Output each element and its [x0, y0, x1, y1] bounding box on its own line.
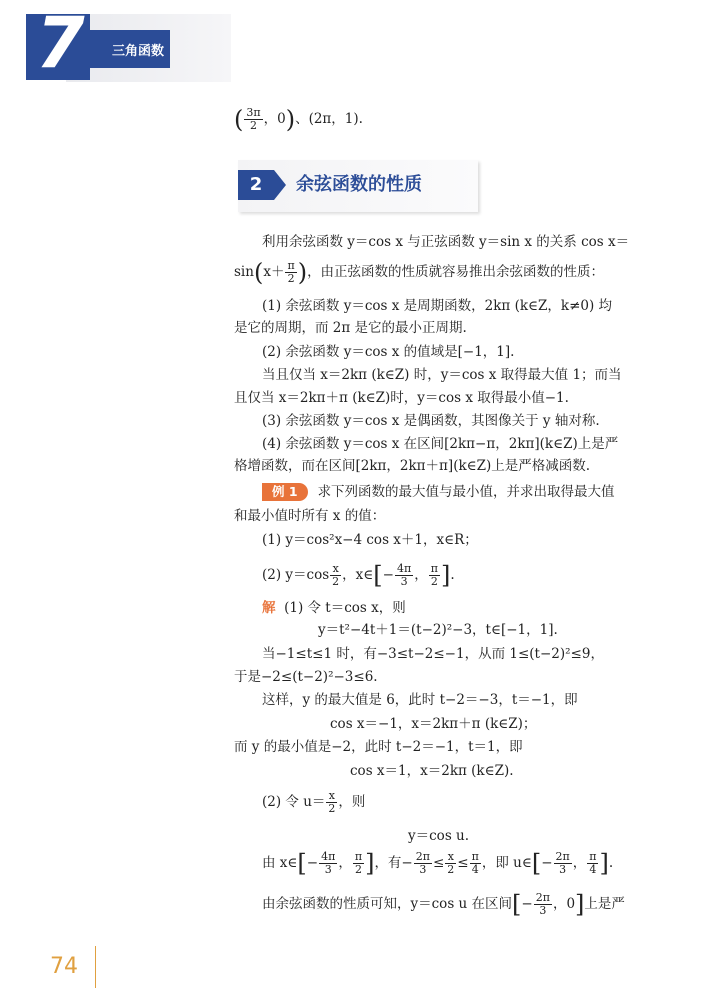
solution-label: 解: [262, 600, 276, 616]
solution-line: (2) 令 u＝ $\frac{x}{2}$ ，则: [262, 789, 366, 815]
solution-line: cos x＝−1，x＝2kπ＋π (k∈Z)；: [330, 716, 537, 732]
section-heading: [238, 160, 478, 212]
chapter-header: [26, 2, 206, 84]
chapter-title: 三角函数: [112, 44, 165, 59]
section-arrow: [274, 170, 286, 200]
paragraph-line: 利用余弦函数 y＝cos x 与正弦函数 y＝sin x 的关系 cos x＝: [262, 234, 630, 250]
paragraph-line: (3) 余弦函数 y＝cos x 是偶函数，其图像关于 y 轴对称.: [262, 413, 600, 429]
text-line: ( $\frac{3\pi}{2}$ ，0)、(2π，1).: [234, 105, 363, 134]
solution-line: y＝cos u.: [408, 828, 470, 844]
section-number: 2: [249, 174, 263, 195]
example-line: (1) y＝cos²x−4 cos x＋1，x∈R；: [262, 532, 478, 548]
chapter-number: 7: [36, 2, 85, 84]
solution-line: 当−1≤t≤1 时，有−3≤t−2≤−1，从而 1≤(t−2)²≤9，: [262, 646, 604, 662]
solution-line: 由余弦函数的性质可知，y＝cos u 在区间[− $\frac{2\pi}{3}$ ，0]上是严: [262, 890, 625, 919]
paragraph-line: (2) 余弦函数 y＝cos x 的值域是[−1，1].: [262, 344, 515, 360]
paragraph-line: 是它的周期，而 2π 是它的最小正周期.: [234, 320, 467, 336]
example-line: 和最小值时所有 x 的值：: [234, 508, 386, 524]
solution-line: 由 x∈[− $\frac{4\pi}{3}$ ， $\frac{\pi}{2}$ ]，有− $\frac{2\pi}{3}$ ≤ $\frac{x}{2}$ ≤ $\frac{\pi}{4}$ ，即 u∈[− $\frac{2\pi}{3}$ ， $\frac{\pi}{4}$ ].: [262, 849, 614, 878]
example-badge: 例 1: [262, 483, 308, 501]
solution-line: 于是−2≤(t−2)²−3≤6.: [234, 669, 378, 685]
solution-line: cos x＝1，x＝2kπ (k∈Z).: [350, 763, 514, 779]
example-line: 例 1 求下列函数的最大值与最小值，并求出取得最大值: [262, 482, 615, 502]
paragraph-line: 当且仅当 x＝2kπ (k∈Z) 时，y＝cos x 取得最大值 1；而当: [262, 367, 622, 383]
page-number-divider: [95, 946, 96, 988]
paragraph-line: (1) 余弦函数 y＝cos x 是周期函数，2kπ (k∈Z，k≠0) 均: [262, 298, 613, 314]
paragraph-line: sin(x＋ $\frac{\pi}{2}$ )，由正弦函数的性质就容易推出余弦函数的性质：: [234, 258, 605, 287]
page-number: 74: [50, 954, 78, 979]
solution-line: 这样，y 的最大值是 6，此时 t−2＝−3，t＝−1，即: [262, 692, 578, 708]
solution-line: y＝t²−4t＋1＝(t−2)²−3，t∈[−1，1].: [318, 622, 558, 638]
example-line: (2) y＝cos $\frac{x}{2}$ ，x∈[− $\frac{4\pi}{3}$ ， $\frac{\pi}{2}$ ].: [262, 561, 455, 590]
paragraph-line: 格增函数，而在区间[2kπ，2kπ＋π](k∈Z)上是严格减函数.: [234, 458, 591, 474]
solution-line: 解 (1) 令 t＝cos x，则: [262, 600, 406, 616]
fraction: $\frac{3\pi}{2}$: [246, 106, 261, 132]
paragraph-line: 且仅当 x＝2kπ＋π (k∈Z)时，y＝cos x 取得最小值−1.: [234, 390, 569, 406]
section-title: 余弦函数的性质: [296, 174, 422, 195]
paragraph-line: (4) 余弦函数 y＝cos x 在区间[2kπ−π，2kπ](k∈Z)上是严: [262, 436, 619, 452]
solution-line: 而 y 的最小值是−2，此时 t−2＝−1，t＝1，即: [234, 739, 523, 755]
